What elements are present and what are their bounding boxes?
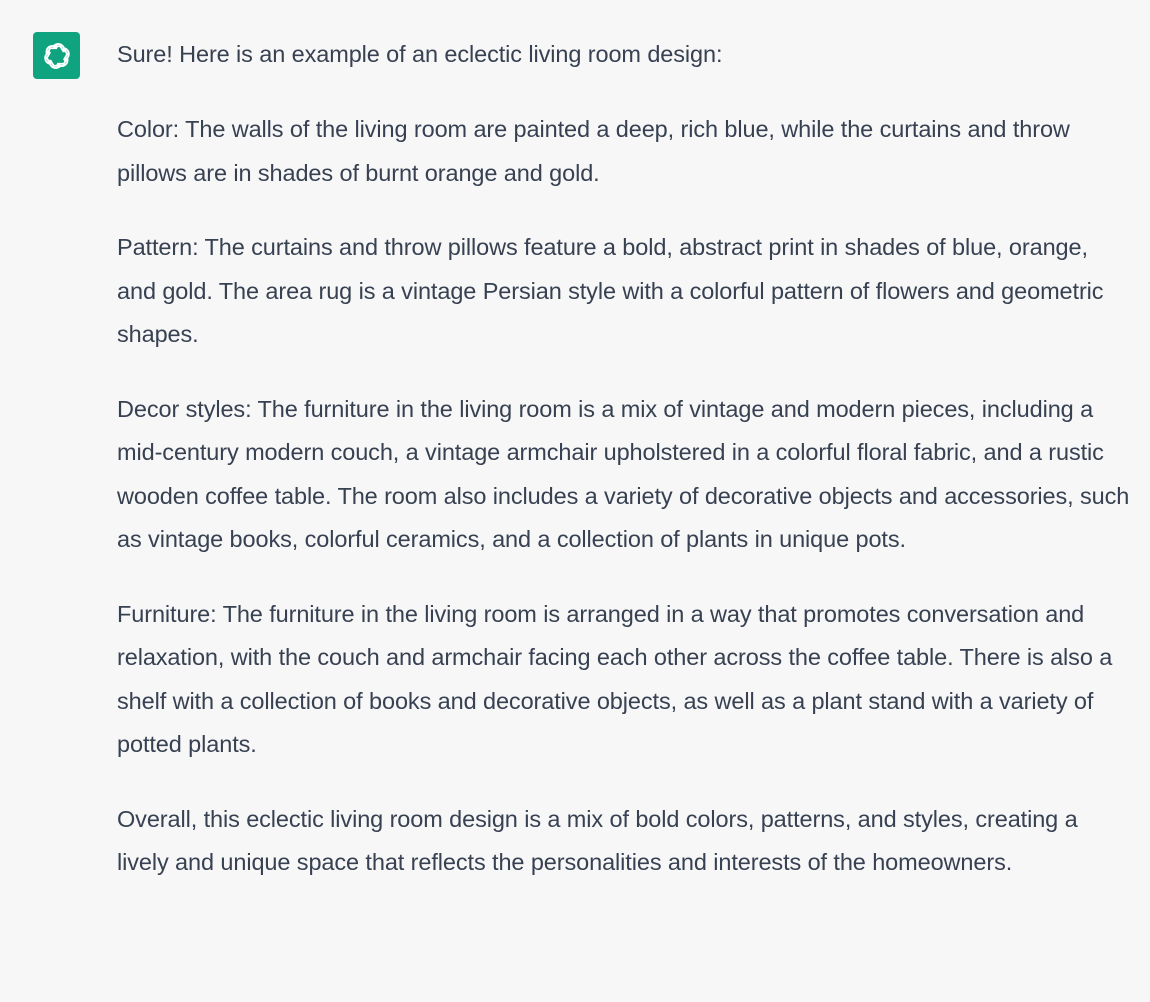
openai-logo-icon (40, 39, 74, 73)
paragraph-overall: Overall, this eclectic living room design is a mix of bold colors, patterns, and styles, creating a lively and unique space that reflects the personalities and interests of the homeowners. (117, 805, 1078, 875)
message-intro: Sure! Here is an example of an eclectic living room design: (117, 41, 723, 67)
paragraph-color: Color: The walls of the living room are painted a deep, rich blue, while the curtains and throw pillows are in shades of burnt orange and gold. (117, 116, 1070, 186)
assistant-avatar (33, 32, 80, 79)
paragraph-pattern: Pattern: The curtains and throw pillows feature a bold, abstract print in shades of blue, orange, and gold. The area rug is a vintage Persian style with a colorful pattern of flowers and geometric shapes. (117, 234, 1104, 347)
message-content (117, 33, 1132, 916)
paragraph-decor-styles: Decor styles: The furniture in the living room is a mix of vintage and modern pieces, including a mid-century modern couch, a vintage armchair upholstered in a colorful floral fabric, and a rustic wooden coffee table. The room also includes a variety of decorative objects and accessories, such as vintage books, colorful ceramics, and a collection of plants in unique pots. (117, 395, 1130, 552)
paragraph-furniture: Furniture: The furniture in the living room is arranged in a way that promotes conversation and relaxation, with the couch and armchair facing each other across the coffee table. There is also a shelf with a collection of books and decorative objects, as well as a plant stand with a variety of potted plants. (117, 600, 1113, 757)
